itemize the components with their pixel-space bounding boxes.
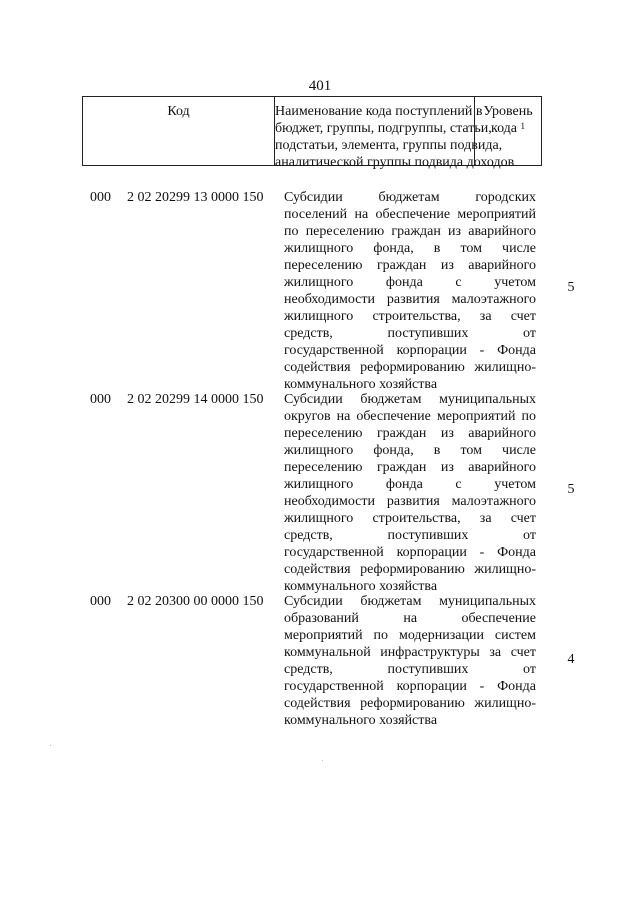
- description-line: коммунального хозяйства: [284, 377, 438, 392]
- description-line: округов на обеспечение мероприятий по: [284, 409, 536, 424]
- scan-speck: [322, 760, 323, 761]
- code-level: 5: [567, 482, 575, 497]
- description-line: необходимости развития малоэтажного: [284, 292, 536, 307]
- header-level-footnote: 1: [520, 121, 526, 131]
- description-line: необходимости развития малоэтажного: [284, 494, 536, 509]
- description-line: государственной корпорации - Фонда: [284, 343, 536, 358]
- admin-code: 000: [90, 594, 111, 609]
- row-description: [284, 391, 536, 595]
- description-line: образований на обеспечение: [284, 611, 536, 626]
- description-line: поселений на обеспечение мероприятий: [284, 207, 536, 222]
- description-line: жилищного строительства, за счет: [284, 511, 536, 526]
- description-line: переселению граждан из аварийного: [284, 460, 536, 475]
- description-line: Субсидии бюджетам городских: [284, 190, 536, 205]
- description-line: Субсидии бюджетам муниципальных: [284, 392, 536, 407]
- row-description: [284, 189, 536, 393]
- header-name-line: Наименование кода поступлений в: [275, 104, 483, 119]
- description-line: содействия реформированию жилищно-: [284, 696, 536, 711]
- code-level: 5: [567, 280, 575, 295]
- row-description: [284, 593, 536, 729]
- header-name-line: бюджет, группы, подгруппы, статьи,: [275, 121, 492, 136]
- budget-code: 2 02 20299 13 0000 150: [127, 190, 264, 205]
- header-level-cell: [474, 97, 542, 165]
- description-line: коммунального хозяйства: [284, 579, 438, 594]
- description-line: переселению граждан из аварийного: [284, 426, 536, 441]
- description-line: переселению граждан из аварийного: [284, 258, 536, 273]
- description-line: государственной корпорации - Фонда: [284, 545, 536, 560]
- description-line: жилищного строительства, за счет: [284, 309, 536, 324]
- header-code-label: Код: [167, 104, 190, 119]
- budget-code: 2 02 20300 00 0000 150: [127, 594, 264, 609]
- description-line: мероприятий по модернизации систем: [284, 628, 536, 643]
- description-line: по переселению граждан из аварийного: [284, 224, 536, 239]
- page-number: 401: [308, 78, 332, 94]
- description-line: Субсидии бюджетам муниципальных: [284, 594, 536, 609]
- header-name-line: подстатьи, элемента, группы подвида,: [275, 138, 503, 153]
- description-line: коммунальной инфраструктуры за счет: [284, 645, 536, 660]
- description-line: средств, поступивших от: [284, 326, 536, 341]
- description-line: средств, поступивших от: [284, 528, 536, 543]
- header-level-label-2: [475, 120, 541, 137]
- description-line: жилищного фонда, в том числе: [284, 443, 536, 458]
- description-line: средств, поступивших от: [284, 662, 536, 677]
- admin-code: 000: [90, 190, 111, 205]
- table-header: [82, 96, 542, 170]
- code-level: 4: [567, 652, 575, 667]
- admin-code: 000: [90, 392, 111, 407]
- scan-speck: [50, 745, 51, 746]
- description-line: содействия реформированию жилищно-: [284, 360, 536, 375]
- budget-code: 2 02 20299 14 0000 150: [127, 392, 264, 407]
- header-name-line: аналитической группы подвида доходов: [275, 155, 515, 170]
- header-level-label: Уровень: [483, 104, 533, 119]
- description-line: жилищного фонда с учетом: [284, 275, 536, 290]
- header-level-word: кода: [490, 121, 518, 136]
- description-line: жилищного фонда с учетом: [284, 477, 536, 492]
- description-line: содействия реформированию жилищно-: [284, 562, 536, 577]
- header-code-cell: [82, 97, 274, 165]
- description-line: государственной корпорации - Фонда: [284, 679, 536, 694]
- description-line: коммунального хозяйства: [284, 713, 438, 728]
- description-line: жилищного фонда, в том числе: [284, 241, 536, 256]
